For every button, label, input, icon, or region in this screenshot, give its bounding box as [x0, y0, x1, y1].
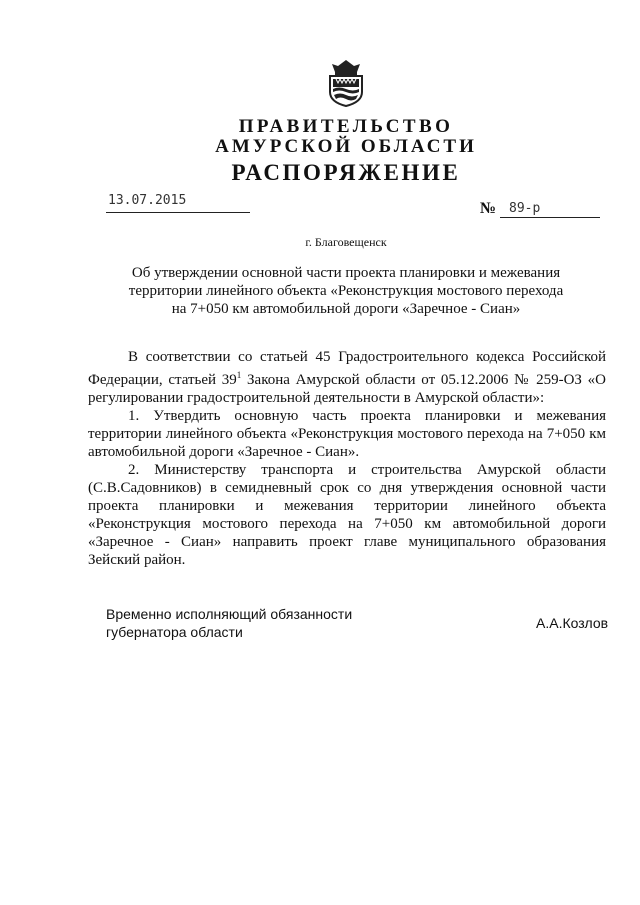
- date-underline: [106, 212, 250, 213]
- government-name-line1: ПРАВИТЕЛЬСТВО: [238, 116, 454, 137]
- signatory-position: [106, 605, 352, 641]
- title-line: территории линейного объекта «Реконструкция мостового перехода: [128, 283, 564, 299]
- document-type: РАСПОРЯЖЕНИЕ: [231, 160, 461, 185]
- body-paragraph-item-2: 2. Министерству транспорта и строительства Амурской области (С.В.Садовников) в семидневный срок со дня утверждения основной части проекта планировки и межевания территории линейного объекта «Реконструкция мостового перехода на 7+050 км автомобильной дороги «Заречное - Сиан» направить проект главе муниципального образования Зейский район.: [88, 462, 606, 568]
- preamble-text-start: В соответствии со статьей 45 Градостроительного кодекса Российской Федерации, статьей 39: [88, 349, 606, 388]
- document-date: 13.07.2015: [108, 193, 187, 208]
- number-sign: №: [480, 200, 497, 217]
- preamble-text-end: Закона Амурской области от 05.12.2006 № 259-ОЗ «О регулировании градостроительной деятельности в Амурской области»:: [88, 372, 606, 406]
- document-title: [120, 264, 572, 318]
- number-underline: [500, 217, 600, 218]
- body-paragraph-preamble: [88, 348, 606, 407]
- signatory-name: А.А.Козлов: [536, 615, 609, 631]
- coat-of-arms-icon: [324, 58, 368, 108]
- document-body: [88, 348, 606, 569]
- position-line: Временно исполняющий обязанности: [106, 606, 353, 622]
- article-superscript: 1: [236, 370, 242, 380]
- government-name-line2: АМУРСКОЙ ОБЛАСТИ: [215, 136, 477, 157]
- body-paragraph-item-1: 1. Утвердить основную часть проекта планировки и межевания территории линейного объекта «Реконструкция мостового перехода на 7+050 км автомобильной дороги «Заречное - Сиан».: [88, 408, 606, 460]
- position-line: губернатора области: [106, 624, 243, 640]
- title-line: Об утверждении основной части проекта планировки и межевания: [131, 265, 561, 281]
- city: г. Благовещенск: [305, 235, 387, 249]
- title-line: на 7+050 км автомобильной дороги «Заречное - Сиан»: [171, 301, 521, 317]
- document-number: 89-р: [509, 201, 541, 216]
